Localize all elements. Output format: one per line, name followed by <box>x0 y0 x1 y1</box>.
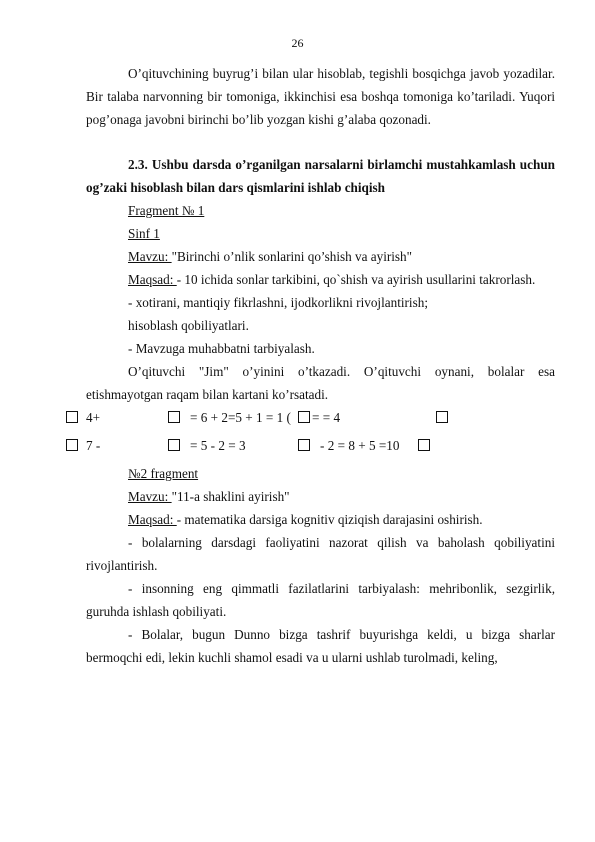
fragment1-goal-2: - xotirani, mantiqiy fikrlashni, ijodkorlikni rivojlantirish; <box>128 295 428 310</box>
topic-label: Mavzu: <box>128 249 172 264</box>
fragment2-paragraph-2: - insonning eng qimmatli fazilatlarini tarbiyalash: mehribonlik, sezgirlik, guruhda ishlash qobiliyati. <box>86 581 555 619</box>
eq-1a: 4+ <box>86 410 101 425</box>
eq-1c: = = 4 <box>312 410 341 425</box>
blank-box <box>66 411 78 423</box>
document-body <box>86 62 555 669</box>
blank-box <box>168 439 180 451</box>
goal-label: Maqsad: <box>128 272 177 287</box>
topic-value: "11-a shaklini ayirish" <box>171 489 290 504</box>
blank-box <box>418 439 430 451</box>
fragment2-paragraph-1: - bolalarning darsdagi faoliyatini nazorat qilish va baholash qobiliyatini rivojlantirish. <box>86 535 555 573</box>
page-number: 26 <box>291 36 304 50</box>
blank-box <box>66 439 78 451</box>
equation-row-1 <box>22 406 555 434</box>
goal-value: - 10 ichida sonlar tarkibini, qo`shish va ayirish usullarini takrorlash. <box>176 272 536 287</box>
goal-value: - matematika darsiga kognitiv qiziqish darajasini oshirish. <box>176 512 483 527</box>
fragment2-topic <box>86 485 555 508</box>
eq-2a: 7 - <box>86 438 101 453</box>
fragment1-goal-3: hisoblash qobiliyatlari. <box>128 318 249 333</box>
blank-box <box>298 439 310 451</box>
fragment1-activity: O’qituvchi "Jim" o’yinini o’tkazadi. O’qituvchi oynani, bolalar esa etishmayotgan raqam bilan kartani ko’rsatadi. <box>86 364 555 402</box>
eq-2b: = 5 - 2 = 3 <box>190 438 246 453</box>
fragment1-goal-4: - Mavzuga muhabbatni tarbiyalash. <box>128 341 315 356</box>
eq-1b: = 6 + 2=5 + 1 = 1 ( <box>190 410 291 425</box>
topic-value: "Birinchi o’nlik sonlarini qo’shish va ayirish" <box>171 249 413 264</box>
fragment1-grade: Sinf 1 <box>128 226 160 241</box>
section-heading: 2.3. Ushbu darsda o’rganilgan narsalarni birlamchi mustahkamlash uchun og’zaki hisoblash bilan dars qismlarini ishlab chiqish <box>86 157 555 195</box>
fragment1-topic <box>86 245 555 268</box>
intro-paragraph: O’qituvchining buyrug’i bilan ular hisoblab, tegishli bosqichga javob yozadilar. Bir talaba narvonning bir tomoniga, ikkinchisi esa boshqa tomoniga ko’tariladi. Yuqori pog’onaga javobni birinchi bo’lib yozgan kishi g’alaba qozonadi. <box>86 66 555 127</box>
eq-2c: - 2 = 8 + 5 =10 <box>320 438 400 453</box>
topic-label: Mavzu: <box>128 489 172 504</box>
fragment2-goal <box>86 508 555 531</box>
blank-box <box>436 411 448 423</box>
goal-label: Maqsad: <box>128 512 177 527</box>
fragment1-goal <box>86 268 555 291</box>
fragment2-paragraph-3: - Bolalar, bugun Dunno bizga tashrif buyurishga keldi, u bizga sharlar bermoqchi edi, lekin kuchli shamol esadi va u ularni ushlab turolmadi, keling, <box>86 627 555 665</box>
blank-box <box>168 411 180 423</box>
fragment2-title: №2 fragment <box>128 466 199 481</box>
fragment1-title: Fragment № 1 <box>128 203 205 218</box>
blank-box <box>298 411 310 423</box>
equation-row-2 <box>22 434 555 462</box>
